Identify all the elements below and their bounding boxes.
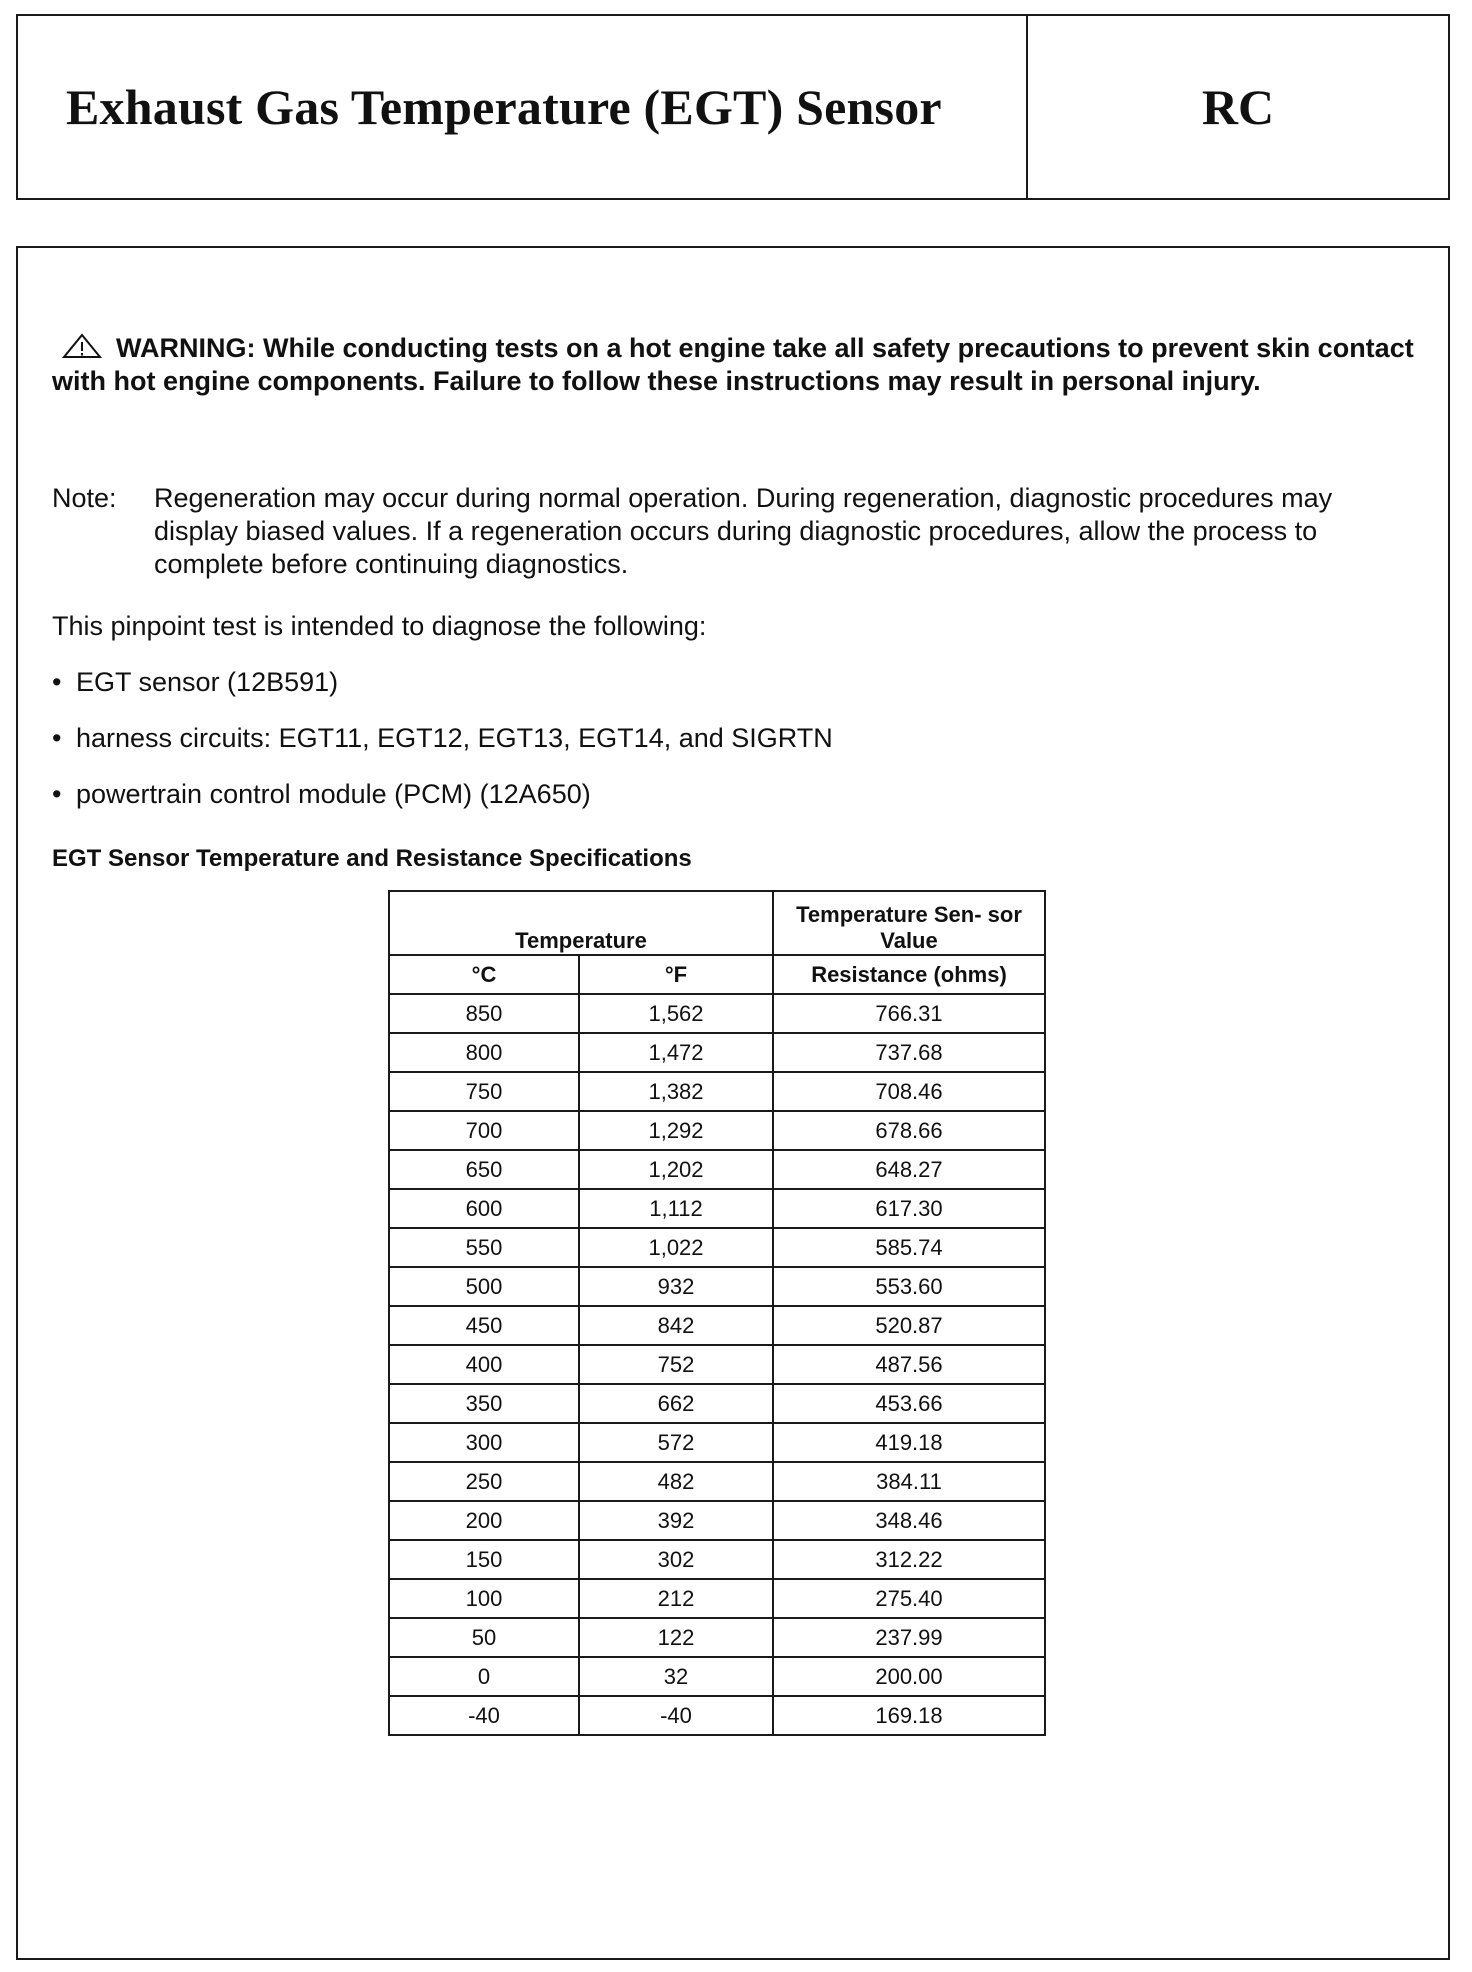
- cell-resistance: 648.27: [773, 1150, 1045, 1189]
- cell-celsius: 200: [389, 1501, 579, 1540]
- cell-resistance: 617.30: [773, 1189, 1045, 1228]
- list-item: • powertrain control module (PCM) (12A650): [52, 779, 591, 809]
- table-row: [389, 994, 1045, 1033]
- cell-fahrenheit: 1,202: [579, 1150, 773, 1189]
- cell-celsius: 50: [389, 1618, 579, 1657]
- cell-fahrenheit: 1,562: [579, 994, 773, 1033]
- fahrenheit-header: °F: [579, 955, 773, 994]
- note-label: Note:: [52, 483, 117, 513]
- cell-celsius: 700: [389, 1111, 579, 1150]
- cell-resistance: 678.66: [773, 1111, 1045, 1150]
- cell-resistance: 419.18: [773, 1423, 1045, 1462]
- cell-fahrenheit: 1,292: [579, 1111, 773, 1150]
- table-row: [389, 1033, 1045, 1072]
- cell-fahrenheit: 932: [579, 1267, 773, 1306]
- cell-celsius: 600: [389, 1189, 579, 1228]
- table-row: [389, 1111, 1045, 1150]
- cell-celsius: 750: [389, 1072, 579, 1111]
- table-row: [389, 1345, 1045, 1384]
- cell-celsius: 500: [389, 1267, 579, 1306]
- table-row: [389, 1189, 1045, 1228]
- page-title: Exhaust Gas Temperature (EGT) Sensor: [18, 16, 1028, 198]
- cell-celsius: 800: [389, 1033, 579, 1072]
- cell-resistance: 708.46: [773, 1072, 1045, 1111]
- cell-fahrenheit: 1,382: [579, 1072, 773, 1111]
- cell-fahrenheit: 392: [579, 1501, 773, 1540]
- note-text: Regeneration may occur during normal operation. During regeneration, diagnostic procedures may display biased values. If a regeneration occurs during diagnostic procedures, allow the process to complete before continuing diagnostics.: [154, 483, 1333, 579]
- cell-fahrenheit: -40: [579, 1696, 773, 1735]
- cell-celsius: -40: [389, 1696, 579, 1735]
- celsius-header: °C: [389, 955, 579, 994]
- cell-resistance: 520.87: [773, 1306, 1045, 1345]
- cell-resistance: 737.68: [773, 1033, 1045, 1072]
- list-item: • harness circuits: EGT11, EGT12, EGT13, EGT14, and SIGRTN: [52, 723, 833, 753]
- cell-resistance: 384.11: [773, 1462, 1045, 1501]
- table-row: [389, 1267, 1045, 1306]
- table-title: EGT Sensor Temperature and Resistance Specifications: [52, 845, 692, 872]
- cell-fahrenheit: 662: [579, 1384, 773, 1423]
- resistance-header: Resistance (ohms): [773, 955, 1045, 994]
- intro-text: This pinpoint test is intended to diagnose the following:: [52, 611, 707, 641]
- cell-resistance: 487.56: [773, 1345, 1045, 1384]
- cell-celsius: 100: [389, 1579, 579, 1618]
- cell-fahrenheit: 572: [579, 1423, 773, 1462]
- cell-resistance: 453.66: [773, 1384, 1045, 1423]
- warning-block: [52, 332, 1422, 398]
- cell-resistance: 169.18: [773, 1696, 1045, 1735]
- spec-table: [388, 890, 1046, 1736]
- table-row: [389, 1462, 1045, 1501]
- cell-resistance: 275.40: [773, 1579, 1045, 1618]
- table-row: [389, 1579, 1045, 1618]
- cell-fahrenheit: 1,112: [579, 1189, 773, 1228]
- table-row: [389, 1384, 1045, 1423]
- cell-fahrenheit: 1,022: [579, 1228, 773, 1267]
- cell-celsius: 450: [389, 1306, 579, 1345]
- cell-resistance: 237.99: [773, 1618, 1045, 1657]
- diagnose-list: [52, 666, 833, 834]
- warning-triangle-icon: [62, 333, 102, 359]
- sensor-value-group-header: Temperature Sen- sor Value: [773, 891, 1045, 955]
- list-item: • EGT sensor (12B591): [52, 667, 339, 697]
- content-box: [16, 246, 1450, 1960]
- table-row: [389, 1423, 1045, 1462]
- cell-celsius: 650: [389, 1150, 579, 1189]
- cell-celsius: 300: [389, 1423, 579, 1462]
- bullet-mark: •: [52, 723, 62, 753]
- cell-celsius: 350: [389, 1384, 579, 1423]
- table-row: [389, 1657, 1045, 1696]
- cell-resistance: 348.46: [773, 1501, 1045, 1540]
- cell-fahrenheit: 482: [579, 1462, 773, 1501]
- cell-celsius: 0: [389, 1657, 579, 1696]
- cell-resistance: 200.00: [773, 1657, 1045, 1696]
- cell-fahrenheit: 752: [579, 1345, 773, 1384]
- note-block: [52, 482, 1422, 581]
- cell-fahrenheit: 302: [579, 1540, 773, 1579]
- cell-celsius: 250: [389, 1462, 579, 1501]
- cell-celsius: 850: [389, 994, 579, 1033]
- cell-resistance: 585.74: [773, 1228, 1045, 1267]
- table-row: [389, 1618, 1045, 1657]
- cell-fahrenheit: 842: [579, 1306, 773, 1345]
- bullet-mark: •: [52, 779, 62, 809]
- cell-resistance: 553.60: [773, 1267, 1045, 1306]
- table-row: [389, 1540, 1045, 1579]
- section-code: RC: [1201, 79, 1275, 135]
- cell-fahrenheit: 212: [579, 1579, 773, 1618]
- table-row: [389, 1072, 1045, 1111]
- header-box: [16, 14, 1450, 200]
- cell-celsius: 550: [389, 1228, 579, 1267]
- table-row: [389, 1150, 1045, 1189]
- cell-resistance: 766.31: [773, 994, 1045, 1033]
- cell-fahrenheit: 122: [579, 1618, 773, 1657]
- cell-celsius: 400: [389, 1345, 579, 1384]
- table-row: [389, 1228, 1045, 1267]
- cell-fahrenheit: 32: [579, 1657, 773, 1696]
- cell-resistance: 312.22: [773, 1540, 1045, 1579]
- cell-celsius: 150: [389, 1540, 579, 1579]
- warning-text: WARNING: While conducting tests on a hot engine take all safety precautions to prevent skin contact with hot engine components. Failure to follow these instructions may result in personal injury.: [52, 333, 1414, 396]
- temperature-group-header: Temperature: [389, 891, 773, 955]
- bullet-mark: •: [52, 667, 62, 697]
- table-row: [389, 1696, 1045, 1735]
- table-row: [389, 1306, 1045, 1345]
- cell-fahrenheit: 1,472: [579, 1033, 773, 1072]
- table-row: [389, 1501, 1045, 1540]
